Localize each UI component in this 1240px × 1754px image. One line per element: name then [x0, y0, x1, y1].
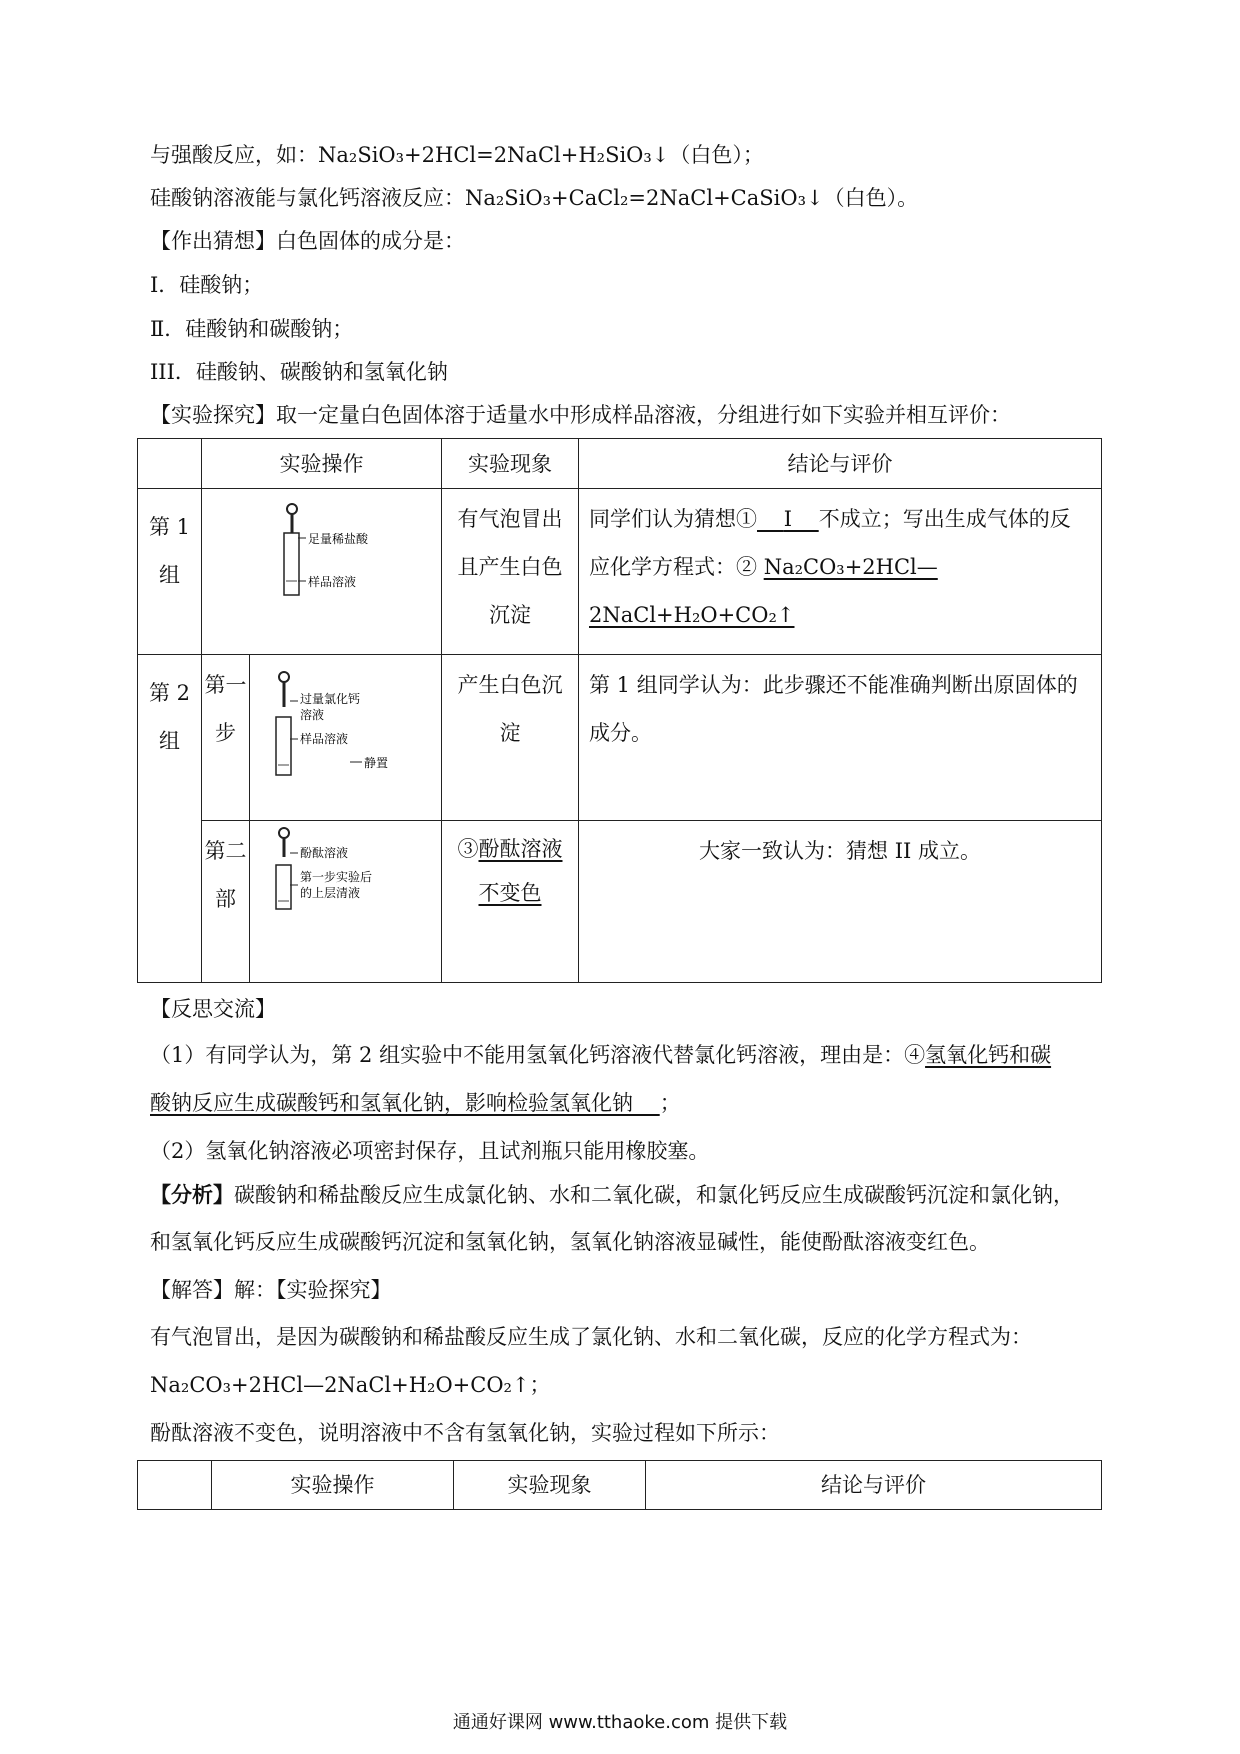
- text-line-hypothesis-1: Ⅰ．硅酸钠；: [150, 273, 264, 297]
- group-1-diagram: [202, 489, 442, 655]
- answer-text-1: 有气泡冒出，是因为碳酸钠和稀盐酸反应生成了氯化钠、水和二氧化碳，反应的化学方程式为：: [150, 1325, 1032, 1349]
- answer-blank-1: Ⅰ: [783, 507, 792, 531]
- text-line-cacl2-reaction: 硅酸钠溶液能与氯化钙溶液反应：Na₂SiO₃+CaCl₂=2NaCl+CaSiO₃↓（白色）。: [150, 186, 919, 210]
- group-2-step-2-conclusion: 大家一致认为：猜想 II 成立。: [579, 821, 1102, 983]
- table-2-header-operation: 实验操作: [212, 1461, 454, 1510]
- reflect-q1-line1: （1）有同学认为，第 2 组实验中不能用氢氧化钙溶液代替氯化钙溶液，理由是：④氢氧化钙和碳: [150, 1043, 1052, 1067]
- diagram-label-settle: 静置: [364, 756, 389, 770]
- test-tube-icon: [276, 717, 291, 775]
- table-header-row: [138, 439, 1102, 489]
- diagram-label-supernatant-line2: 的上层清液: [300, 886, 361, 900]
- group-2-step-1-phenomenon: 产生白色沉淀: [442, 655, 579, 821]
- reflect-q2: （2）氢氧化钠溶液必项密封保存，且试剂瓶只能用橡胶塞。: [150, 1139, 710, 1163]
- diagram-label-phenolphthalein: 酚酞溶液: [300, 846, 349, 860]
- group-2-step-2-phenomenon: ③酚酞溶液不变色: [442, 821, 579, 983]
- table-2-header-row: [138, 1461, 1102, 1510]
- table-header-blank: [138, 439, 202, 489]
- text-line-hypothesis-3: III．硅酸钠、碳酸钠和氢氧化钠: [150, 360, 448, 384]
- diagram-label-acid: 足量稀盐酸: [308, 532, 369, 546]
- table-row-group-2-step-1: [138, 655, 1102, 821]
- answer-title: 【解答】解：【实验探究】: [150, 1278, 392, 1302]
- answer-blank-4-cont: 酸钠反应生成碳酸钙和氢氧化钠，影响检验氢氧化钠: [150, 1091, 633, 1115]
- table-row-group-1: [138, 489, 1102, 655]
- group-1-conclusion: 同学们认为猜想① Ⅰ 不成立；写出生成气体的反应化学方程式：② Na₂CO₃+2HCl—2NaCl+H₂O+CO₂↑: [579, 489, 1102, 655]
- test-tube-icon: [284, 533, 299, 595]
- analysis-line2: 和氢氧化钙反应生成碳酸钙沉淀和氢氧化钠，氢氧化钠溶液显碱性，能使酚酞溶液变红色。: [150, 1230, 990, 1254]
- experiment-table-2: [137, 1460, 1102, 1510]
- diagram-label-cacl2-line2: 溶液: [300, 708, 325, 722]
- group-2-step-1-diagram: [250, 655, 442, 821]
- reflect-q1-line2: 酸钠反应生成碳酸钙和氢氧化钠，影响检验氢氧化钠 ；: [150, 1091, 681, 1115]
- answer-blank-2: Na₂CO₃+2HCl—2NaCl+H₂O+CO₂↑: [589, 555, 938, 627]
- diagram-label-sample: 样品溶液: [300, 732, 349, 746]
- diagram-label-cacl2-line1: 过量氯化钙: [300, 692, 361, 706]
- answer-text-2: 酚酞溶液不变色，说明溶液中不含有氢氧化钠，实验过程如下所示：: [150, 1421, 780, 1445]
- dropper-tube-diagram: [250, 655, 442, 803]
- group-1-phenomenon: 有气泡冒出且产生白色沉淀: [442, 489, 579, 655]
- page-footer: 通通好课网 www.tthaoke.com 提供下载: [452, 1712, 788, 1733]
- diagram-label-sample: 样品溶液: [308, 575, 357, 589]
- diagram-label-supernatant-line1: 第一步实验后: [300, 870, 373, 884]
- group-2-label: 第 2 组: [138, 655, 202, 983]
- test-tube-icon: [276, 865, 291, 909]
- answer-equation: Na₂CO₃+2HCl—2NaCl+H₂O+CO₂↑；: [150, 1373, 551, 1397]
- group-2-step-1-label: 第一步: [202, 655, 250, 821]
- table-row-group-2-step-2: [138, 821, 1102, 983]
- reflect-title: 【反思交流】: [150, 997, 276, 1021]
- text-line-hypothesis-title: 【作出猜想】白色固体的成分是：: [150, 229, 465, 253]
- table-2-header-phenomenon: 实验现象: [454, 1461, 646, 1510]
- answer-blank-3: 酚酞溶液不变色: [478, 837, 563, 905]
- dropper-tube-diagram: [202, 489, 442, 637]
- table-header-operation: 实验操作: [202, 439, 442, 489]
- table-2-header-conclusion: 结论与评价: [646, 1461, 1102, 1510]
- group-2-step-1-conclusion: 第 1 组同学认为：此步骤还不能准确判断出原固体的成分。: [579, 655, 1102, 821]
- table-2-header-blank: [138, 1461, 212, 1510]
- group-2-step-2-label: 第二部: [202, 821, 250, 983]
- experiment-table: [137, 438, 1102, 983]
- group-1-label: 第 1 组: [138, 489, 202, 655]
- text-line-hypothesis-2: Ⅱ．硅酸钠和碳酸钠；: [150, 317, 354, 341]
- analysis-line1: 【分析】碳酸钠和稀盐酸反应生成氯化钠、水和二氧化碳，和氯化钙反应生成碳酸钙沉淀和氯化钠，: [150, 1182, 1074, 1207]
- table-header-conclusion: 结论与评价: [579, 439, 1102, 489]
- text-line-acid-reaction: 与强酸反应，如：Na₂SiO₃+2HCl=2NaCl+H₂SiO₃↓（白色）；: [150, 143, 764, 167]
- table-header-phenomenon: 实验现象: [442, 439, 579, 489]
- text-line-experiment-intro: 【实验探究】取一定量白色固体溶于适量水中形成样品溶液，分组进行如下实验并相互评价：: [150, 403, 1011, 427]
- answer-blank-4: 氢氧化钙和碳: [925, 1043, 1052, 1067]
- group-2-step-2-diagram: [250, 821, 442, 983]
- dropper-tube-diagram: [250, 821, 442, 965]
